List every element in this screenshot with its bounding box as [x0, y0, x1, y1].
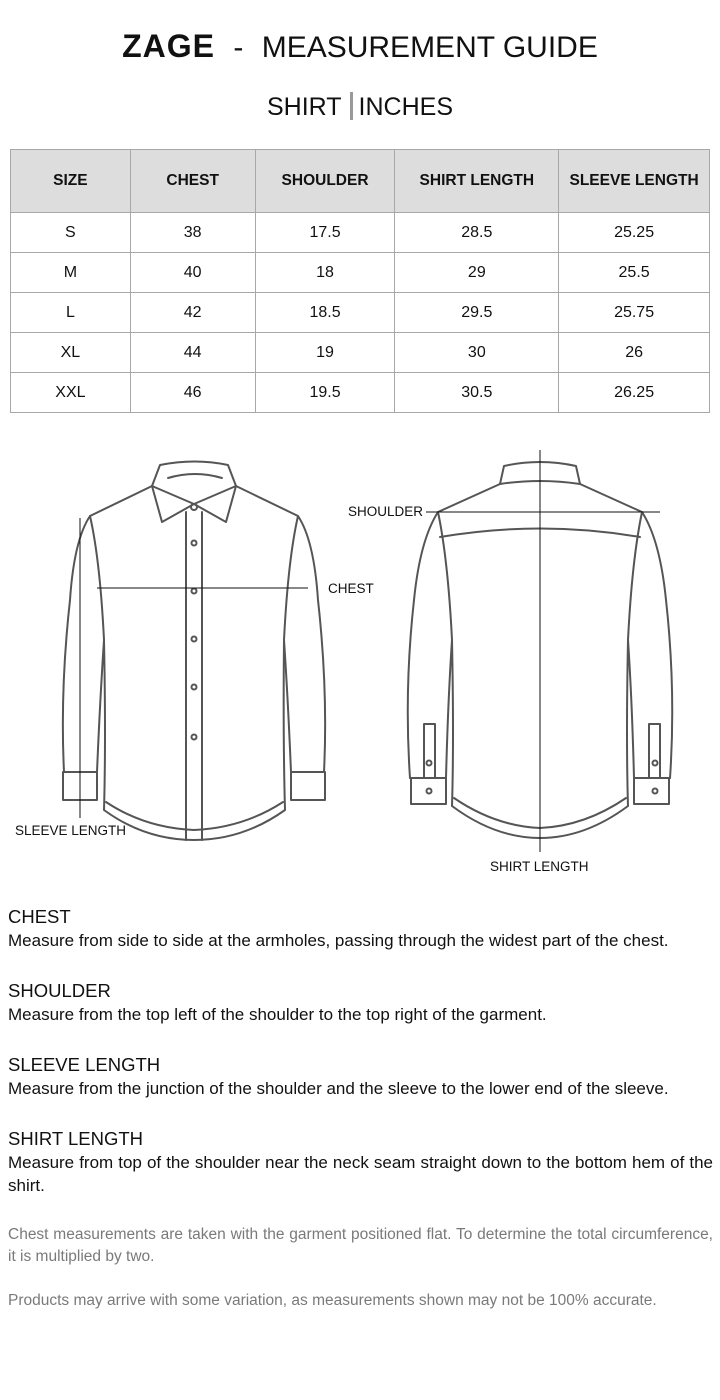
column-header-chest: CHEST: [130, 150, 255, 213]
table-cell: 29: [395, 253, 559, 293]
definition-text: Measure from side to side at the armholes, passing through the widest part of the chest.: [8, 931, 669, 950]
chest-label: CHEST: [328, 581, 374, 596]
table-cell: 17.5: [255, 213, 395, 253]
table-cell: 29.5: [395, 293, 559, 333]
table-cell: L: [11, 293, 131, 333]
table-cell: 38: [130, 213, 255, 253]
table-cell: 25.75: [559, 293, 710, 333]
table-cell: 19: [255, 333, 395, 373]
table-cell: 18: [255, 253, 395, 293]
guide-title: MEASUREMENT GUIDE: [261, 31, 598, 64]
column-header-sleeve-length: SLEEVE LENGTH: [559, 150, 710, 213]
brand-logo: ZAGE: [122, 28, 216, 64]
measurement-diagram: [0, 440, 720, 890]
definition-chest: [8, 905, 713, 952]
page-title: [0, 28, 720, 65]
definition-title: SHIRT LENGTH: [8, 1128, 144, 1149]
table-row: [11, 373, 710, 413]
definition-title: SLEEVE LENGTH: [8, 1054, 161, 1075]
shirt-length-label: SHIRT LENGTH: [490, 859, 589, 874]
definition-text: Measure from the top left of the shoulder to the top right of the garment.: [8, 1005, 547, 1024]
flat-measurement-note: Chest measurements are taken with the garment positioned flat. To determine the total circumference, it is multiplied by two.: [8, 1226, 713, 1265]
back-measure-lines: [426, 450, 660, 852]
unit-label: INCHES: [358, 93, 454, 121]
definition-text: Measure from the junction of the shoulder and the sleeve to the lower end of the sleeve.: [8, 1079, 669, 1098]
table-cell: 19.5: [255, 373, 395, 413]
front-measure-lines: [80, 518, 308, 818]
table-row: [11, 333, 710, 373]
table-cell: 26: [559, 333, 710, 373]
definition-text: Measure from top of the shoulder near the neck seam straight down to the bottom hem of the shirt.: [8, 1153, 713, 1195]
column-header-size: SIZE: [11, 150, 131, 213]
diagram-svg: [0, 440, 720, 890]
variation-disclaimer: Products may arrive with some variation, as measurements shown may not be 100% accurate.: [8, 1292, 657, 1309]
table-cell: 30.5: [395, 373, 559, 413]
shirt-front-illustration: [63, 462, 325, 841]
table-cell: XL: [11, 333, 131, 373]
table-row: [11, 293, 710, 333]
garment-label: SHIRT: [266, 93, 342, 121]
definition-shirt-length: [8, 1127, 713, 1197]
table-cell: 26.25: [559, 373, 710, 413]
table-cell: XXL: [11, 373, 131, 413]
size-chart-table: [10, 149, 710, 413]
table-cell: 28.5: [395, 213, 559, 253]
table-cell: 44: [130, 333, 255, 373]
table-cell: 46: [130, 373, 255, 413]
table-cell: M: [11, 253, 131, 293]
table-cell: 42: [130, 293, 255, 333]
definition-shoulder: [8, 979, 713, 1026]
column-header-shoulder: SHOULDER: [255, 150, 395, 213]
measurement-definitions: [8, 905, 713, 1334]
definition-title: SHOULDER: [8, 980, 111, 1001]
table-cell: 18.5: [255, 293, 395, 333]
title-separator: -: [233, 31, 244, 64]
shoulder-label: SHOULDER: [348, 504, 424, 519]
subtitle-divider: [350, 92, 353, 120]
table-cell: 25.25: [559, 213, 710, 253]
definition-title: CHEST: [8, 906, 71, 927]
definition-sleeve-length: [8, 1053, 713, 1100]
table-row: [11, 213, 710, 253]
table-cell: S: [11, 213, 131, 253]
table-cell: 40: [130, 253, 255, 293]
table-cell: 30: [395, 333, 559, 373]
table-header-row: [11, 150, 710, 213]
sleeve-length-label: SLEEVE LENGTH: [15, 823, 127, 838]
table-cell: 25.5: [559, 253, 710, 293]
table-row: [11, 253, 710, 293]
page-subtitle: [0, 92, 720, 122]
column-header-shirt-length: SHIRT LENGTH: [395, 150, 559, 213]
